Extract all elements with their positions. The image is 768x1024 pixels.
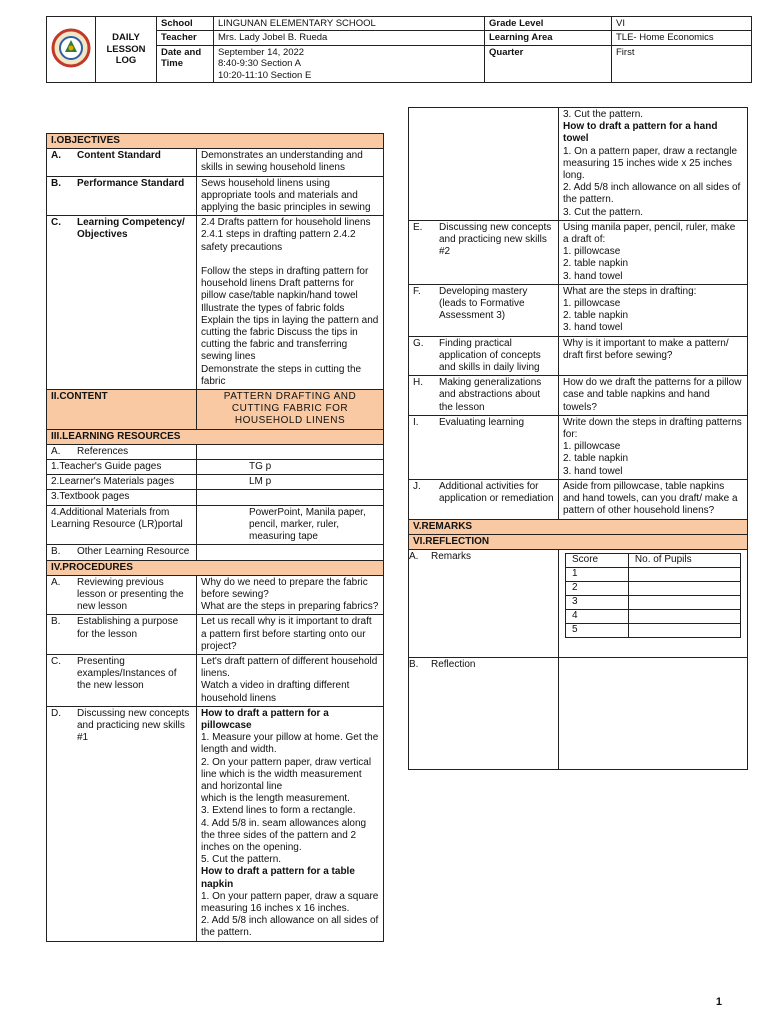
learners-materials-value: LM p [197,475,384,490]
teacher-name: Mrs. Lady Jobel B. Rueda [214,31,485,45]
performance-standard-label: Performance Standard [77,177,185,189]
school-label: School [157,17,214,31]
teacher-label: Teacher [157,31,214,45]
procedure-label: Discussing new concepts and practicing new skills #2 [439,221,552,258]
learning-competency-value: 2.4 Drafts pattern for household linens 2.4.1 steps in drafting pattern 2.4.2 safety precautions Follow the steps in drafting pattern for household linens Draft patterns for pillow case/table napkin/hand towel Illustrate the types of fabric folds Explain the tips in laying the pattern and cutting the fabric Discuss the tips in cutting the fabric and transferring sewing lines Demonstrate the steps in cutting the fabric [197,216,384,390]
other-resource-row [47,545,384,560]
remarks-header: V.REMARKS [409,519,748,534]
procedure-value: Let's draft pattern of different household linens. Watch a video in drafting different household linens [197,654,384,706]
teachers-guide-label: 1.Teacher's Guide pages [47,460,197,475]
content-standard-value: Demonstrates an understanding and skills in sewing household linens [197,149,384,176]
pupils-cell[interactable] [628,567,740,581]
quarter-value: First [612,45,752,82]
continuation-value [559,108,748,221]
pupils-cell[interactable] [628,623,740,637]
reflection-row [409,657,748,769]
score-cell: 5 [566,623,629,637]
row-num: A. [51,445,61,457]
row-num: B. [51,616,61,628]
continuation-row [409,108,748,221]
procedure-row-a [47,575,384,615]
row-num: E. [413,221,423,233]
procedures-header: IV.PROCEDURES [47,560,384,575]
row-num: C. [51,655,61,667]
remarks-value [559,549,748,657]
header-table [46,16,752,83]
performance-standard-value: Sews household linens using appropriate tools and materials and applying the basic principles in sewing [197,176,384,216]
content-standard-label: Content Standard [77,150,161,162]
procedure-value: How do we draft the patterns for a pillow case and table napkins and hand towels? [559,376,748,416]
table-napkin-steps: 1. On your pattern paper, draw a square measuring 16 inches x 16 inches. 2. Add 5/8 inch allowance on all sides of the pattern. [201,890,379,939]
procedure-label: Finding practical application of concepts and skills in daily living [439,337,541,374]
procedure-label: Developing mastery (leads to Formative Assessment 3) [439,285,528,322]
procedure-label: Establishing a purpose for the lesson [77,616,179,640]
school-logo [47,17,96,83]
row-num: B. [409,658,419,670]
other-resource-value [197,545,384,560]
row-num: D. [51,707,61,719]
references-value [197,444,384,459]
learners-materials-row [47,475,384,490]
content-value: PATTERN DRAFTING AND CUTTING FABRIC FOR HOUSEHOLD LINENS [197,390,384,430]
additional-materials-value: PowerPoint, Manila paper, pencil, marker, ruler, measuring tape [197,505,384,545]
hand-towel-heading: How to draft a pattern for a hand towel [563,121,718,145]
procedure-value: Write down the steps in drafting patterns for: 1. pillowcase 2. table napkin 3. hand towel [559,415,748,479]
cut-pattern-step: 3. Cut the pattern. [563,109,644,120]
row-num: A. [409,550,419,562]
learning-competency-label: Learning Competency/ Objectives [77,217,185,241]
learning-resources-header: III.LEARNING RESOURCES [47,429,384,444]
reflection-header: VI.REFLECTION [409,534,748,549]
procedure-value: Why is it important to make a pattern/ draft first before sewing? [559,336,748,376]
grade-level-label: Grade Level [485,17,612,31]
procedure-row-c [47,654,384,706]
procedure-label: Reviewing previous lesson or presenting the new lesson [77,576,184,613]
school-seal-icon [51,28,91,68]
row-num: J. [413,480,421,492]
content-standard-row [47,149,384,176]
teachers-guide-value: TG p [197,460,384,475]
row-num: G. [413,337,424,349]
teachers-guide-row [47,460,384,475]
procedure-value [197,706,384,941]
procedure-row-j [409,479,748,519]
daily-lesson-log-title: DAILY LESSON LOG [96,17,157,83]
textbook-value [197,490,384,505]
score-cell: 4 [566,609,629,623]
continuation-label [409,108,559,221]
procedure-row-f [409,284,748,336]
row-num: I. [413,416,419,428]
row-num: C. [51,217,61,229]
pillowcase-steps: 1. Measure your pillow at home. Get the length and width. 2. On your pattern paper, draw vertical line which is the width measurement and horizontal line which is the length measurement. 3. Extend lines to form a rectangle. 4. Add 5/8 in. seam allowances along the three sides of the pattern and 2 inches on the opening. 5. Cut the pattern. [201,732,379,866]
pupils-header: No. of Pupils [628,553,740,567]
date-time-label [157,45,214,82]
procedure-value: Let us recall why is it important to draft a pattern first before starting onto our project? [197,615,384,655]
additional-materials-row [47,505,384,545]
learning-area-value: TLE- Home Economics [612,31,752,45]
procedure-value: Using manila paper, pencil, ruler, make a draft of: 1. pillowcase 2. table napkin 3. hand towel [559,220,748,284]
lesson-table-left [46,133,384,942]
textbook-row [47,490,384,505]
procedure-value: Why do we need to prepare the fabric before sewing? What are the steps in preparing fabrics? [197,575,384,615]
remarks-label: Remarks [431,550,472,562]
score-table [565,553,741,638]
procedure-label: Discussing new concepts and practicing new skills #1 [77,707,190,744]
date-time-value: September 14, 2022 8:40-9:30 Section A 10:20-11:10 Section E [214,45,485,82]
row-num: B. [51,177,61,189]
lesson-table-right [408,107,748,770]
row-num: B. [51,546,61,558]
quarter-label: Quarter [485,45,612,82]
learners-materials-label: 2.Learner's Materials pages [47,475,197,490]
other-resource-label: Other Learning Resource [77,546,190,558]
procedure-row-e [409,220,748,284]
remarks-row [409,549,748,657]
row-num: F. [413,285,421,297]
learning-competency-row [47,216,384,390]
score-cell: 3 [566,595,629,609]
pupils-cell[interactable] [628,595,740,609]
references-label: References [77,445,129,457]
content-row [47,390,384,430]
textbook-label: 3.Textbook pages [47,490,197,505]
row-num: A. [51,576,61,588]
procedure-label: Making generalizations and abstractions about the lesson [439,377,542,413]
page-number: 1 [715,996,722,1008]
grade-level-value: VI [612,17,752,31]
objectives-header: I.OBJECTIVES [47,134,384,149]
learning-area-label: Learning Area [485,31,612,45]
procedure-row-h [409,376,748,416]
row-num: A. [51,150,61,162]
procedure-row-d [47,706,384,941]
row-num: H. [413,377,423,389]
additional-materials-label: 4.Additional Materials from Learning Resource (LR)portal [47,505,197,545]
score-cell: 1 [566,567,629,581]
performance-standard-row [47,176,384,216]
date-time-label-text: Date and Time [161,46,202,70]
table-napkin-heading: How to draft a pattern for a table napkin [201,866,355,890]
procedure-row-i [409,415,748,479]
pillowcase-heading: How to draft a pattern for a pillowcase [201,707,329,731]
procedure-row-b [47,615,384,655]
procedure-value: What are the steps in drafting: 1. pillowcase 2. table napkin 3. hand towel [559,284,748,336]
score-header: Score [566,553,629,567]
reflection-value[interactable] [559,657,748,769]
pupils-cell[interactable] [628,609,740,623]
pupils-cell[interactable] [628,581,740,595]
procedure-value: Aside from pillowcase, table napkins and hand towels, can you draft/ make a pattern of other household linens? [559,479,748,519]
school-name: LINGUNAN ELEMENTARY SCHOOL [214,17,485,31]
hand-towel-steps: 1. On a pattern paper, draw a rectangle measuring 15 inches wide x 25 inches long. 2. Add 5/8 inch allowance on all sides of the pattern. 3. Cut the pattern. [563,145,741,218]
score-cell: 2 [566,581,629,595]
procedure-label: Evaluating learning [439,416,525,428]
references-row [47,444,384,459]
procedure-label: Additional activities for application or remediation [439,480,554,505]
reflection-label: Reflection [431,658,476,670]
procedure-row-g [409,336,748,376]
content-header: II.CONTENT [47,390,197,430]
procedure-label: Presenting examples/Instances of the new lesson [77,655,177,692]
